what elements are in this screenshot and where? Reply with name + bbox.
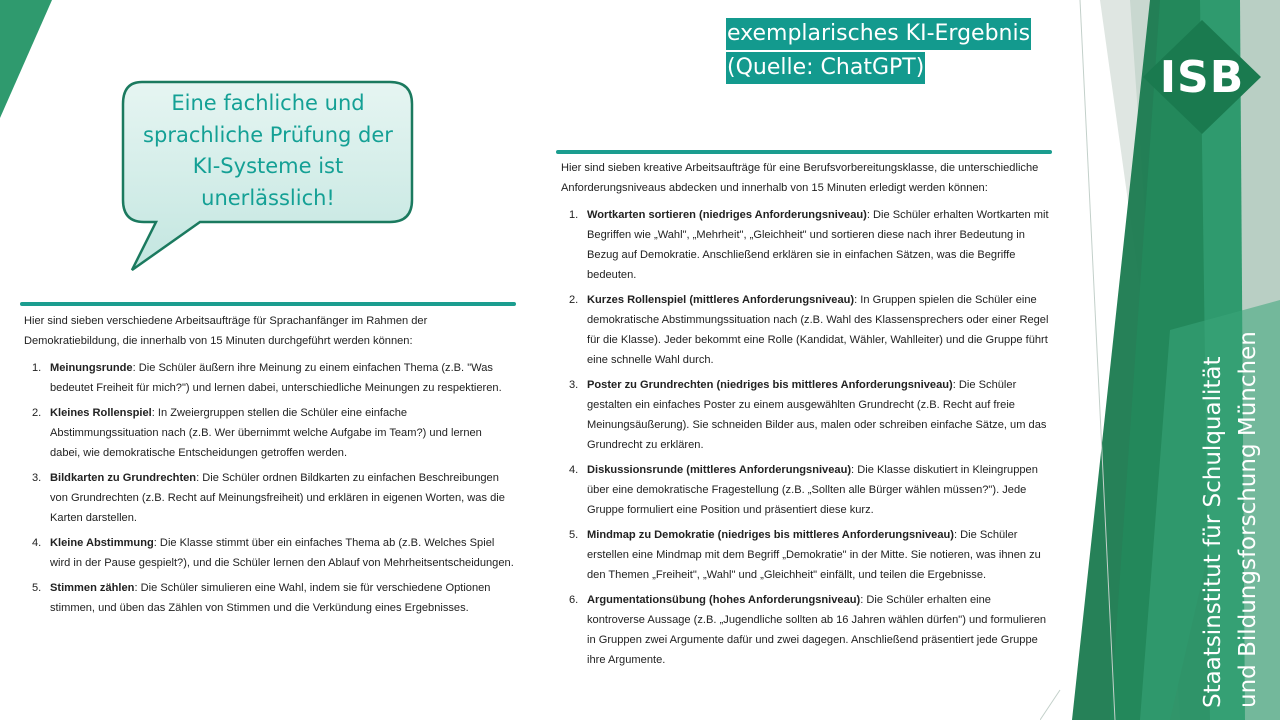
list-item: 3. Poster zu Grundrechten (niedriges bis mittleres Anforderungsniveau): Die Schüler gestalten ein einfaches Poster zu einem ausgewählten Grundrecht (z.B. Recht auf freie Meinungsäußerung). Sie schneiden Bilder aus, malen oder schreiben einfache Sätze, um das Grundrecht zu erklären. [569,379,1047,451]
document-intro: Hier sind sieben kreative Arbeitsaufträge für eine Berufsvorbereitungsklasse, die unterschiedliche Anforderungsniveaus abdecken und innerhalb von 15 Minuten erledigt werden können: [561,162,1039,194]
bubble-line: Eine fachliche und [171,91,365,115]
list-item: 2. Kurzes Rollenspiel (mittleres Anforderungsniveau): In Gruppen spielen die Schüler eine demokratische Abstimmungssituation nach (z.B. Wahl des Klassensprechers oder einer Regel für die Klasse). Jeder bekommt eine Rolle (Kandidat, Wähler, Wahlleiter) und die Gruppe führt eine schnelle Wahl durch. [569,294,1049,366]
right-document-excerpt [561,150,1049,675]
label-line-title: exemplarisches KI-Ergebnis [726,18,1031,50]
corner-decoration [0,0,52,118]
task-list [24,358,514,618]
list-item: 4. Diskussionsrunde (mittleres Anforderungsniveau): Die Klasse diskutiert in Kleingruppen über eine demokratische Fragestellung (z.B. „Sollten alle Bürger wählen müssen?"). Jede Gruppe formuliert eine Position und präsentiert diese kurz. [569,464,1038,516]
bubble-line: KI-Systeme ist [192,154,344,178]
list-item: 5. Mindmap zu Demokratie (niedriges bis mittleres Anforderungsniveau): Die Schüler erstellen eine Mindmap mit dem Begriff „Demokratie" in der Mitte. Sie notieren, was ihnen zu den Themen „Freiheit", „Wahl" und „Gleichheit" einfällt, und teilen die Ergebnisse. [569,529,1041,581]
document-rule [556,150,1052,154]
bubble-message [132,88,404,214]
isb-logo-text: ISB [1159,52,1245,103]
institute-name [1196,318,1280,708]
list-item: 1. Meinungsrunde: Die Schüler äußern ihre Meinung zu einem einfachen Thema (z.B. "Was bedeutet Freiheit für mich?") und lernen dabei, unterschiedliche Meinungen zu respektieren. [32,362,502,394]
list-item: 4. Kleine Abstimmung: Die Klasse stimmt über ein einfaches Thema ab (z.B. Welches Spiel wird in der Pause gespielt?), und die Schüler lernen den Ablauf von Mehrheitsentscheidungen. [32,537,514,569]
document-intro: Hier sind sieben verschiedene Arbeitsaufträge für Sprachanfänger im Rahmen der Demokratiebildung, die innerhalb von 15 Minuten durchgeführt werden können: [24,315,428,347]
left-document-excerpt [24,302,514,623]
list-item: 6. Argumentationsübung (hohes Anforderungsniveau): Die Schüler erhalten eine kontroverse Aussage (z.B. „Jugendliche sollten ab 16 Jahren wählen dürfen") und formulieren in Gruppen zwei Argumente dafür und zwei dagegen. Anschließend präsentiert jede Gruppe ihre Argumente. [569,594,1047,666]
list-item: 1. Wortkarten sortieren (niedriges Anforderungsniveau): Die Schüler erhalten Wortkarten mit Begriffen wie „Wahl", „Mehrheit", „Gleichheit" und sortieren diese nach ihrer Bedeutung in Bezug auf Demokratie. Anschließend erklären sie in einfachen Sätzen, was die Begriffe bedeuten. [569,209,1049,281]
bubble-line: unerlässlich! [201,185,335,210]
list-item: 5. Stimmen zählen: Die Schüler simulieren eine Wahl, indem sie für verschiedene Optionen stimmen, und üben das Zählen von Stimmen und die Verkündung eines Ergebnisses. [32,582,491,614]
bubble-line: sprachliche Prüfung der [143,122,393,147]
example-result-label [726,18,1031,86]
document-rule [20,302,516,306]
institute-name-line1: Staatsinstitut für Schulqualität [1200,356,1226,708]
institute-name-line2: und Bildungsforschung München [1235,331,1261,708]
task-list [561,205,1049,670]
list-item: 3. Bildkarten zu Grundrechten: Die Schüler ordnen Bildkarten zu einfachen Beschreibungen von Grundrechten (z.B. Recht auf Meinungsfreiheit) und erklären in eigenen Worten, was die Karten darstellen. [32,472,505,524]
list-item: 2. Kleines Rollenspiel: In Zweiergruppen stellen die Schüler eine einfache Abstimmungssituation nach (z.B. Wer übernimmt welche Aufgabe im Team?) und lernen dabei, wie demokratische Entscheidungen getroffen werden. [32,407,482,459]
label-line-source: (Quelle: ChatGPT) [726,52,925,84]
